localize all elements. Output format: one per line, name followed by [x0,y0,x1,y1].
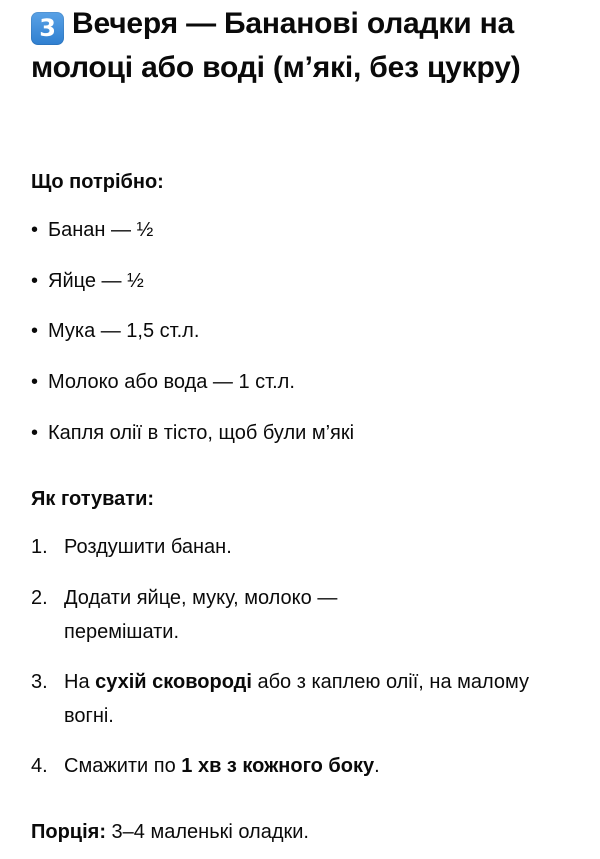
step-text-plain: Роздушити банан. [64,536,232,558]
step-text-plain: Додати яйце, муку, молоко — перемішати. [64,587,338,643]
bullet-icon: • [31,320,39,342]
ingredient-item [31,318,199,344]
recipe-title [31,2,591,90]
step-text-plain: На [64,671,96,693]
bullet-icon: • [31,422,39,444]
step-text [64,665,574,733]
step-text [64,749,581,783]
step-text-bold: сухій сковороді [95,671,252,693]
step-item [31,749,581,783]
ingredient-item [31,268,144,294]
ingredient-text: Капля олії в тісто, щоб були м’які [48,422,355,444]
step-item [31,665,581,733]
step-item [31,581,581,649]
ingredient-item [31,420,354,446]
portion-line [31,819,309,845]
method-heading: Як готувати: [31,488,155,510]
ingredient-item [31,217,153,243]
step-text-after: або з каплею олії, на малому вогні. [64,671,529,727]
ingredient-text: Яйце — ½ [48,270,144,292]
step-text-after: . [374,755,380,777]
ingredient-text: Мука — 1,5 ст.л. [48,320,200,342]
step-text [64,530,581,564]
step-number: 3. [31,671,48,693]
bullet-icon: • [31,270,39,292]
step-item [31,530,581,564]
portion-value: 3–4 маленькі оладки. [106,821,309,843]
step-text [64,581,424,649]
bullet-icon: • [31,371,39,393]
ingredient-item [31,369,295,395]
portion-label: Порція: [31,821,106,843]
step-number: 2. [31,587,48,609]
ingredients-heading: Що потрібно: [31,171,164,193]
step-number: 1. [31,536,48,558]
step-number: 4. [31,755,48,777]
step-text-bold: 1 хв з кожного боку [181,755,375,777]
step-text-plain: Смажити по [64,755,182,777]
keycap-number-icon: 3 [31,12,64,45]
bullet-icon: • [31,219,39,241]
recipe-title-text: Вечеря — Бананові оладки на молоці або воді (м’які, без цукру) [31,7,521,84]
ingredient-text: Банан — ½ [48,219,154,241]
ingredient-text: Молоко або вода — 1 ст.л. [48,371,295,393]
